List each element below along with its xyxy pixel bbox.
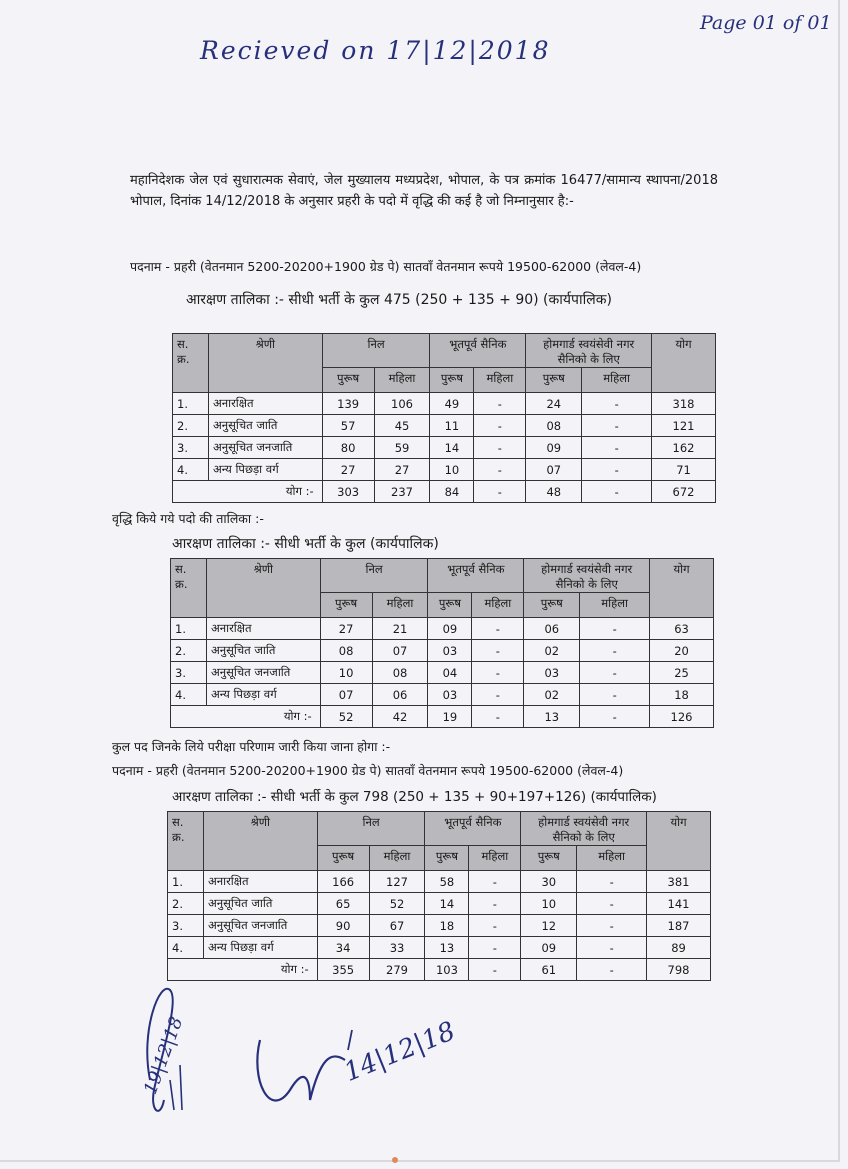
header-exservice: भूतपूर्व सैनिक <box>428 559 524 593</box>
cell-value: - <box>582 437 652 459</box>
table-row <box>173 437 716 459</box>
scan-mark <box>392 1157 398 1163</box>
cell-value: 03 <box>524 662 580 684</box>
cell-value: 08 <box>320 640 372 662</box>
total-value: - <box>582 481 652 503</box>
category-name: अनुसूचित जनजाति <box>206 662 320 684</box>
header-homeguard: होमगार्ड स्वयंसेवी नगर सैनिको के लिए <box>521 812 647 846</box>
total-value: - <box>472 706 524 728</box>
cell-value: 58 <box>425 871 469 893</box>
cell-value: 02 <box>524 640 580 662</box>
cell-value: 63 <box>650 618 714 640</box>
row-number: 4. <box>168 937 204 959</box>
cell-value: - <box>577 871 647 893</box>
cell-value: 90 <box>317 915 369 937</box>
category-name: अनुसूचित जाति <box>206 640 320 662</box>
table-row <box>171 684 714 706</box>
cell-value: - <box>472 640 524 662</box>
cell-value: - <box>472 618 524 640</box>
header-total: योग <box>652 334 716 393</box>
table-row <box>168 893 711 915</box>
cell-value: - <box>580 684 650 706</box>
total-value: 13 <box>524 706 580 728</box>
cell-value: 12 <box>521 915 577 937</box>
category-name: अनारक्षित <box>203 871 317 893</box>
subheader-female: महिला <box>472 593 524 618</box>
cell-value: 166 <box>317 871 369 893</box>
row-number: 3. <box>171 662 207 684</box>
total-value: 84 <box>430 481 474 503</box>
cell-value: 06 <box>372 684 428 706</box>
header-exservice: भूतपूर्व सैनिक <box>430 334 526 368</box>
table2-title: आरक्षण तालिका :- सीधी भर्ती के कुल (कार्यपालिक) <box>172 536 439 552</box>
header-homeguard: होमगार्ड स्वयंसेवी नगर सैनिको के लिए <box>526 334 652 368</box>
increase-heading: वृद्धि किये गये पदो की तालिका :- <box>112 511 264 526</box>
row-number: 1. <box>173 393 209 415</box>
total-value: 48 <box>526 481 582 503</box>
category-name: अन्य पिछड़ा वर्ग <box>203 937 317 959</box>
cell-value: 07 <box>372 640 428 662</box>
cell-value: 14 <box>425 893 469 915</box>
cell-value: 127 <box>369 871 425 893</box>
subheader-male: पुरूष <box>322 368 374 393</box>
subheader-male: पुरूष <box>524 593 580 618</box>
cell-value: 20 <box>650 640 714 662</box>
cell-value: 18 <box>425 915 469 937</box>
subheader-female: महिला <box>369 846 425 871</box>
totals-label: योग :- <box>171 706 321 728</box>
subheader-female: महिला <box>474 368 526 393</box>
reservation-table-3 <box>167 811 711 981</box>
page-number-handwritten: Page 01 of 01 <box>700 12 832 34</box>
cell-value: - <box>469 937 521 959</box>
header-category: श्रेणी <box>203 812 317 871</box>
subheader-female: महिला <box>374 368 430 393</box>
cell-value: 09 <box>521 937 577 959</box>
total-value: 237 <box>374 481 430 503</box>
intro-paragraph: महानिदेशक जेल एवं सुधारात्मक सेवाएं, जेल मुख्यालय मध्यप्रदेश, भोपाल, के पत्र क्रमांक 16477/सामान्य स्थापना/2018 भोपाल, दिनांक 14/12/2018 के अनुसार प्रहरी के पदो में वृद्धि की कई है जो निम्नानुसार है:- <box>130 173 718 209</box>
table-row <box>173 459 716 481</box>
total-value: 798 <box>647 959 711 981</box>
cell-value: 121 <box>652 415 716 437</box>
header-sno: स. क्र. <box>173 334 209 393</box>
row-number: 2. <box>171 640 207 662</box>
cell-value: 18 <box>650 684 714 706</box>
header-category: श्रेणी <box>208 334 322 393</box>
cell-value: 09 <box>526 437 582 459</box>
table-row <box>168 915 711 937</box>
cell-value: 10 <box>320 662 372 684</box>
cell-value: 162 <box>652 437 716 459</box>
cell-value: - <box>474 393 526 415</box>
subheader-male: पुरूष <box>317 846 369 871</box>
cell-value: 08 <box>372 662 428 684</box>
header-sno: स. क्र. <box>171 559 207 618</box>
subheader-male: पुरूष <box>320 593 372 618</box>
header-homeguard: होमगार्ड स्वयंसेवी नगर सैनिको के लिए <box>524 559 650 593</box>
post-line-1: पदनाम - प्रहरी (वेतनमान 5200-20200+1900 ग्रेड पे) सातवाँ वेतनमान रूपये 19500-62000 (लेवल-4) <box>130 259 642 274</box>
total-value: 355 <box>317 959 369 981</box>
cell-value: 03 <box>428 684 472 706</box>
cell-value: - <box>580 662 650 684</box>
header-total: योग <box>647 812 711 871</box>
total-value: - <box>469 959 521 981</box>
cell-value: - <box>582 459 652 481</box>
cell-value: 13 <box>425 937 469 959</box>
subheader-male: पुरूष <box>521 846 577 871</box>
cell-value: - <box>474 459 526 481</box>
subheader-male: पुरूष <box>526 368 582 393</box>
category-name: अनुसूचित जनजाति <box>203 915 317 937</box>
cell-value: 24 <box>526 393 582 415</box>
category-name: अनुसूचित जनजाति <box>208 437 322 459</box>
header-nil: निल <box>322 334 430 368</box>
cell-value: 07 <box>526 459 582 481</box>
totals-label: योग :- <box>168 959 318 981</box>
header-category: श्रेणी <box>206 559 320 618</box>
header-exservice: भूतपूर्व सैनिक <box>425 812 521 846</box>
table3-title: आरक्षण तालिका :- सीधी भर्ती के कुल 798 (250 + 135 + 90+197+126) (कार्यपालिक) <box>172 789 657 805</box>
row-number: 4. <box>173 459 209 481</box>
header-row <box>171 559 714 593</box>
total-value: 279 <box>369 959 425 981</box>
cell-value: 139 <box>322 393 374 415</box>
cell-value: - <box>472 662 524 684</box>
category-name: अनारक्षित <box>206 618 320 640</box>
cell-value: 27 <box>374 459 430 481</box>
cell-value: - <box>474 415 526 437</box>
category-name: अनारक्षित <box>208 393 322 415</box>
header-total: योग <box>650 559 714 618</box>
total-heading: कुल पद जिनके लिये परीक्षा परिणाम जारी किया जाना होगा :- <box>112 739 391 754</box>
row-number: 4. <box>171 684 207 706</box>
cell-value: 106 <box>374 393 430 415</box>
cell-value: - <box>469 893 521 915</box>
cell-value: 06 <box>524 618 580 640</box>
cell-value: 89 <box>647 937 711 959</box>
total-value: 52 <box>320 706 372 728</box>
total-value: 42 <box>372 706 428 728</box>
cell-value: 57 <box>322 415 374 437</box>
cell-value: 27 <box>320 618 372 640</box>
header-nil: निल <box>320 559 428 593</box>
totals-label: योग :- <box>173 481 323 503</box>
subheader-female: महिला <box>469 846 521 871</box>
row-number: 3. <box>173 437 209 459</box>
reservation-table-1 <box>172 333 716 503</box>
cell-value: 10 <box>521 893 577 915</box>
cell-value: 381 <box>647 871 711 893</box>
table-row <box>168 871 711 893</box>
cell-value: 45 <box>374 415 430 437</box>
subheader-female: महिला <box>582 368 652 393</box>
cell-value: 30 <box>521 871 577 893</box>
row-number: 1. <box>168 871 204 893</box>
row-number: 2. <box>168 893 204 915</box>
signature-date-left: 19|12|18 <box>140 1014 188 1098</box>
row-number: 3. <box>168 915 204 937</box>
subheader-male: पुरूष <box>428 593 472 618</box>
cell-value: - <box>474 437 526 459</box>
header-sno: स. क्र. <box>168 812 204 871</box>
cell-value: - <box>577 893 647 915</box>
totals-row <box>168 959 711 981</box>
cell-value: 49 <box>430 393 474 415</box>
category-name: अन्य पिछड़ा वर्ग <box>208 459 322 481</box>
cell-value: 187 <box>647 915 711 937</box>
category-name: अनुसूचित जाति <box>203 893 317 915</box>
cell-value: 09 <box>428 618 472 640</box>
category-name: अनुसूचित जाति <box>208 415 322 437</box>
totals-row <box>171 706 714 728</box>
cell-value: - <box>577 937 647 959</box>
cell-value: - <box>582 393 652 415</box>
signature-left <box>130 970 240 1130</box>
header-row <box>168 812 711 846</box>
cell-value: 21 <box>372 618 428 640</box>
total-value: - <box>577 959 647 981</box>
cell-value: 08 <box>526 415 582 437</box>
total-value: - <box>474 481 526 503</box>
total-value: - <box>580 706 650 728</box>
table-row <box>171 662 714 684</box>
cell-value: 318 <box>652 393 716 415</box>
cell-value: - <box>580 640 650 662</box>
cell-value: 71 <box>652 459 716 481</box>
reservation-table-2 <box>170 558 714 728</box>
cell-value: 10 <box>430 459 474 481</box>
cell-value: - <box>469 915 521 937</box>
cell-value: 65 <box>317 893 369 915</box>
header-nil: निल <box>317 812 425 846</box>
cell-value: 07 <box>320 684 372 706</box>
total-value: 303 <box>322 481 374 503</box>
subheader-male: पुरूष <box>430 368 474 393</box>
totals-row <box>173 481 716 503</box>
total-value: 126 <box>650 706 714 728</box>
cell-value: - <box>582 415 652 437</box>
received-note-handwritten: Recieved on 17|12|2018 <box>200 36 551 65</box>
header-row <box>173 334 716 368</box>
cell-value: 67 <box>369 915 425 937</box>
cell-value: 52 <box>369 893 425 915</box>
category-name: अन्य पिछड़ा वर्ग <box>206 684 320 706</box>
cell-value: - <box>469 871 521 893</box>
cell-value: - <box>472 684 524 706</box>
table-row <box>171 618 714 640</box>
subheader-female: महिला <box>372 593 428 618</box>
subheader-female: महिला <box>577 846 647 871</box>
cell-value: 33 <box>369 937 425 959</box>
total-value: 103 <box>425 959 469 981</box>
total-value: 19 <box>428 706 472 728</box>
table-row <box>168 937 711 959</box>
cell-value: 34 <box>317 937 369 959</box>
cell-value: 04 <box>428 662 472 684</box>
signature-date-right: 14|12|18 <box>340 1016 460 1088</box>
cell-value: 141 <box>647 893 711 915</box>
cell-value: 14 <box>430 437 474 459</box>
cell-value: 11 <box>430 415 474 437</box>
cell-value: - <box>580 618 650 640</box>
cell-value: 03 <box>428 640 472 662</box>
subheader-male: पुरूष <box>425 846 469 871</box>
cell-value: 59 <box>374 437 430 459</box>
total-value: 672 <box>652 481 716 503</box>
table1-title: आरक्षण तालिका :- सीधी भर्ती के कुल 475 (250 + 135 + 90) (कार्यपालिक) <box>186 292 612 308</box>
cell-value: 27 <box>322 459 374 481</box>
subheader-female: महिला <box>580 593 650 618</box>
post-line-2: पदनाम - प्रहरी (वेतनमान 5200-20200+1900 ग्रेड पे) सातवाँ वेतनमान रूपये 19500-62000 (लेवल-4) <box>112 763 624 778</box>
table-row <box>173 415 716 437</box>
row-number: 2. <box>173 415 209 437</box>
total-value: 61 <box>521 959 577 981</box>
cell-value: 80 <box>322 437 374 459</box>
table-row <box>171 640 714 662</box>
cell-value: 02 <box>524 684 580 706</box>
row-number: 1. <box>171 618 207 640</box>
cell-value: - <box>577 915 647 937</box>
table-row <box>173 393 716 415</box>
cell-value: 25 <box>650 662 714 684</box>
